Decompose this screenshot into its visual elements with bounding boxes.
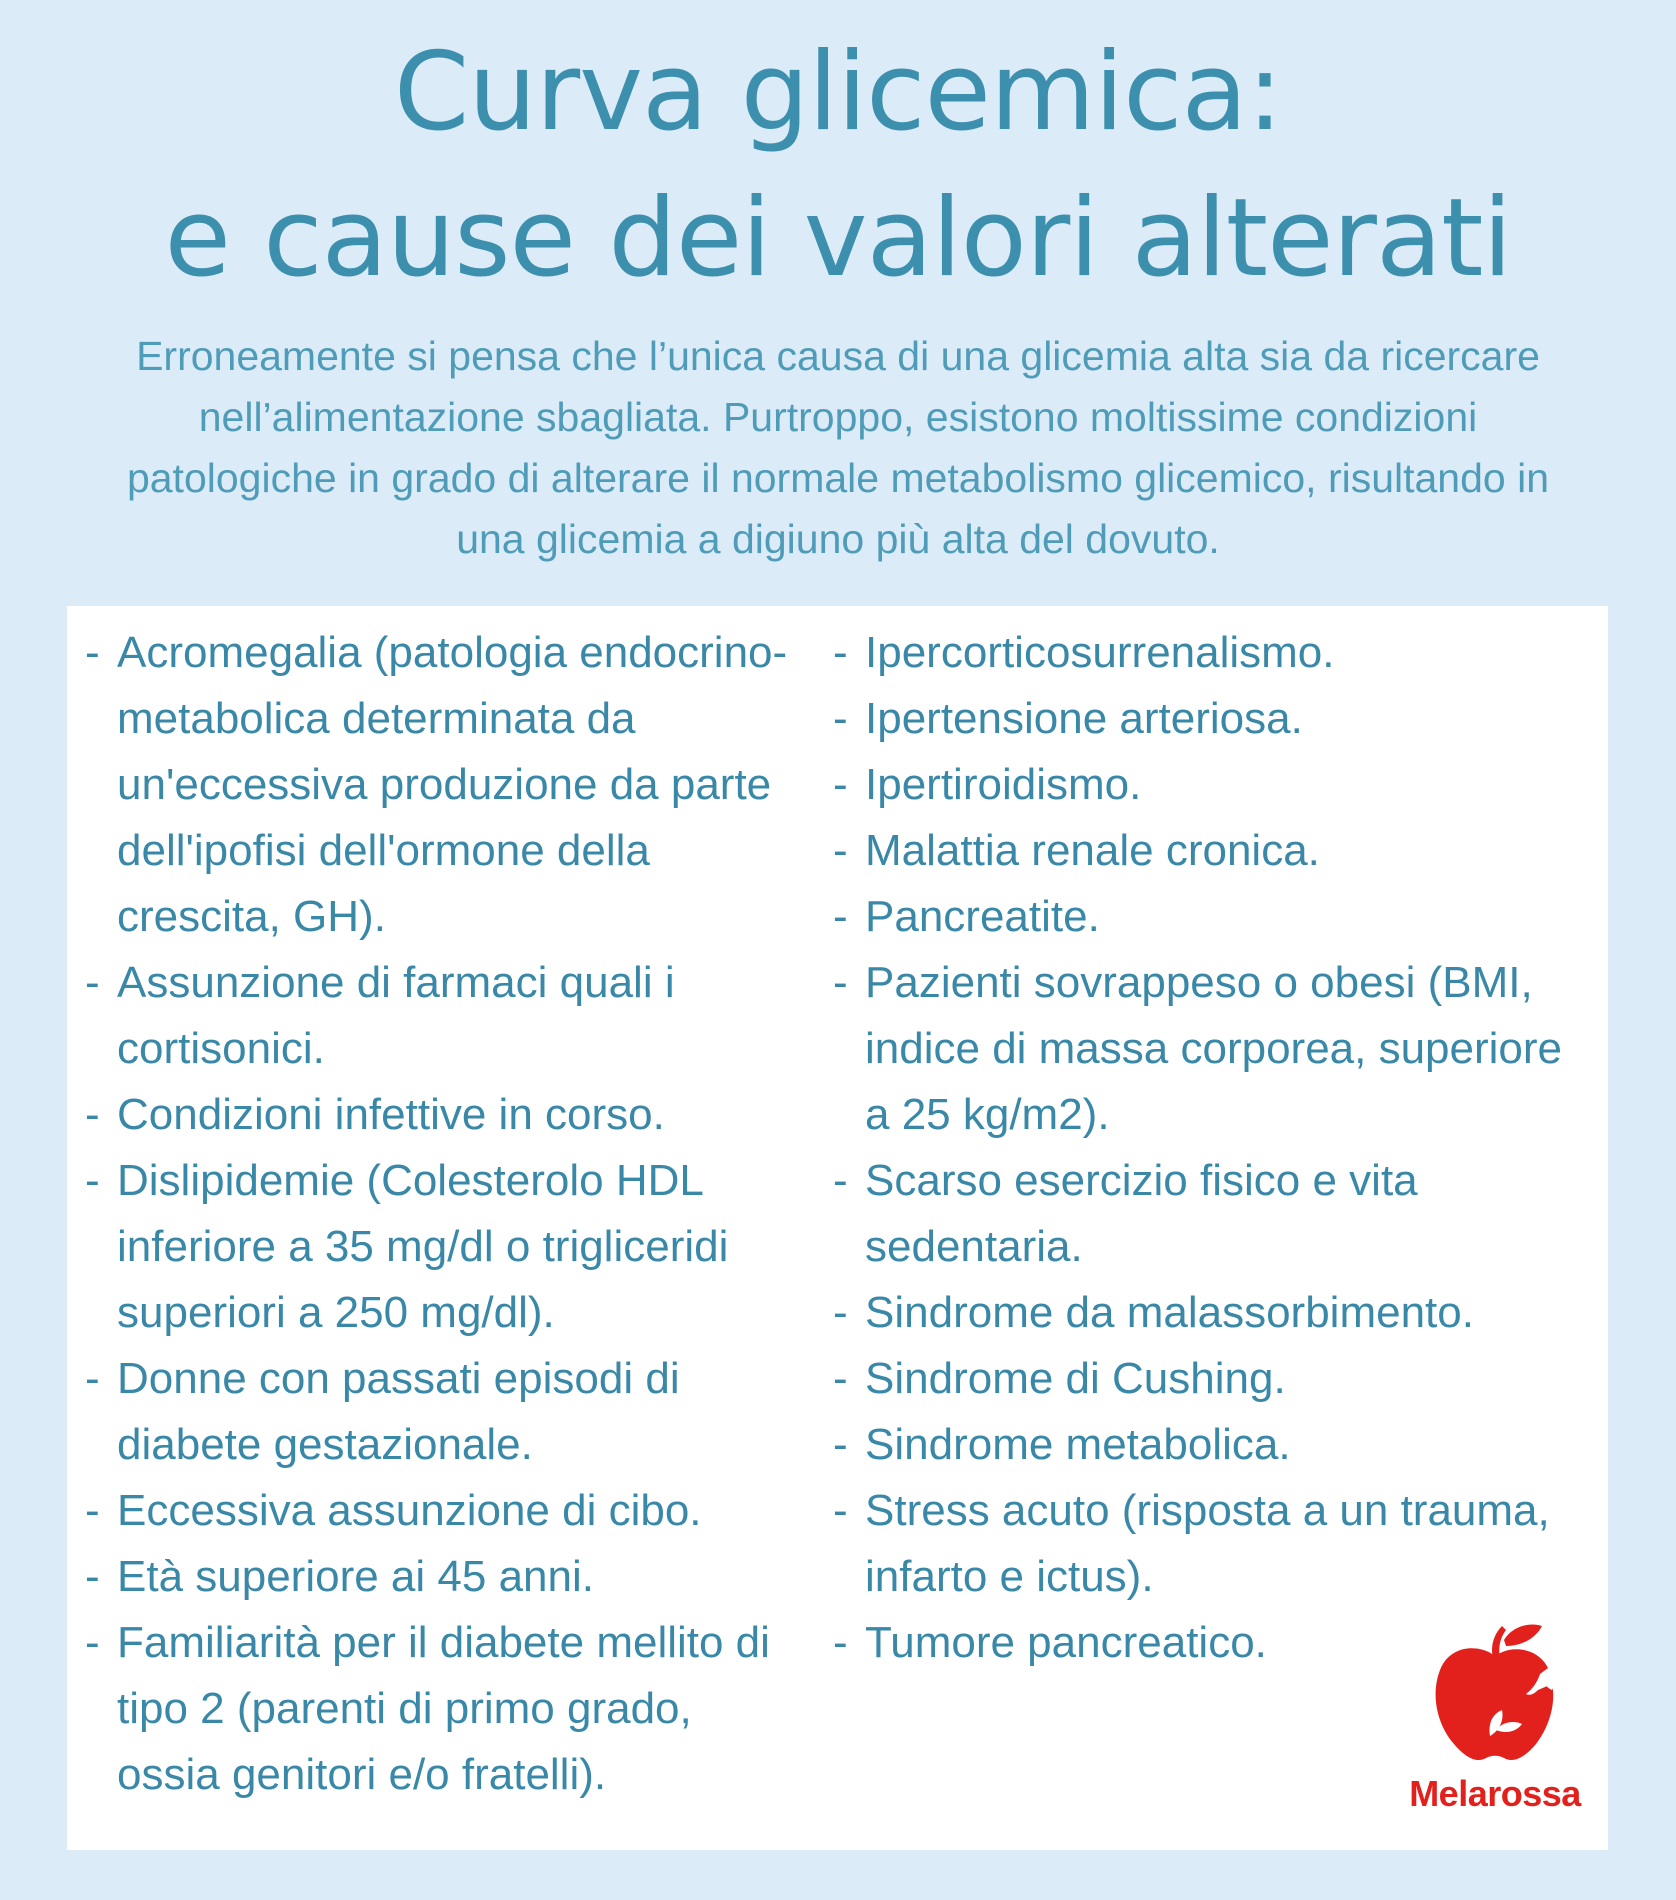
list-item: - Condizioni infettive in corso. [85, 1082, 805, 1148]
list-item: - Familiarità per il diabete mellito di tipo 2 (parenti di primo grado, ossia genitori e/o fratelli). [85, 1610, 805, 1808]
apple-logo-icon [1430, 1618, 1560, 1768]
causes-panel [67, 606, 1608, 1850]
list-item: - Donne con passati episodi di diabete gestazionale. [85, 1346, 805, 1478]
list-item: - Stress acuto (risposta a un trauma, infarto e ictus). [833, 1478, 1583, 1610]
list-item: - Dislipidemie (Colesterolo HDL inferiore a 35 mg/dl o trigliceridi superiori a 250 mg/dl). [85, 1148, 805, 1346]
title-line-1: Curva glicemica: [393, 30, 1283, 155]
causes-list-left [85, 620, 805, 1808]
list-item: - Sindrome metabolica. [833, 1412, 1583, 1478]
list-item: - Ipertiroidismo. [833, 752, 1583, 818]
title-line-2: e cause dei valori alterati [164, 176, 1512, 301]
list-item: - Pancreatite. [833, 884, 1583, 950]
list-item: - Sindrome di Cushing. [833, 1346, 1583, 1412]
logo-text: Melarossa [1409, 1773, 1581, 1814]
list-item: - Età superiore ai 45 anni. [85, 1544, 805, 1610]
list-item: - Ipercorticosurrenalismo. [833, 620, 1583, 686]
list-item: - Scarso esercizio fisico e vita sedentaria. [833, 1148, 1583, 1280]
list-item: - Assunzione di farmaci quali i cortisonici. [85, 950, 805, 1082]
list-item: - Ipertensione arteriosa. [833, 686, 1583, 752]
list-item: - Eccessiva assunzione di cibo. [85, 1478, 805, 1544]
list-item: - Tumore pancreatico. [833, 1610, 1583, 1676]
intro-paragraph: Erroneamente si pensa che l’unica causa di una glicemia alta sia da ricercare nell’alimentazione sbagliata. Purtroppo, esistono moltissime condizioni patologiche in grado di alterare il normale metabolismo glicemico, risultando in una glicemia a digiuno più alta del dovuto. [126, 333, 1550, 562]
list-item: - Pazienti sovrappeso o obesi (BMI, indice di massa corporea, superiore a 25 kg/m2). [833, 950, 1583, 1148]
list-item: - Acromegalia (patologia endocrino-metabolica determinata da un'eccessiva produzione da parte dell'ipofisi dell'ormone della crescita, GH). [85, 620, 805, 950]
page-title [0, 20, 1676, 312]
list-item: - Sindrome da malassorbimento. [833, 1280, 1583, 1346]
melarossa-logo [1400, 1618, 1590, 1828]
causes-list-right [833, 620, 1583, 1676]
list-item: - Malattia renale cronica. [833, 818, 1583, 884]
